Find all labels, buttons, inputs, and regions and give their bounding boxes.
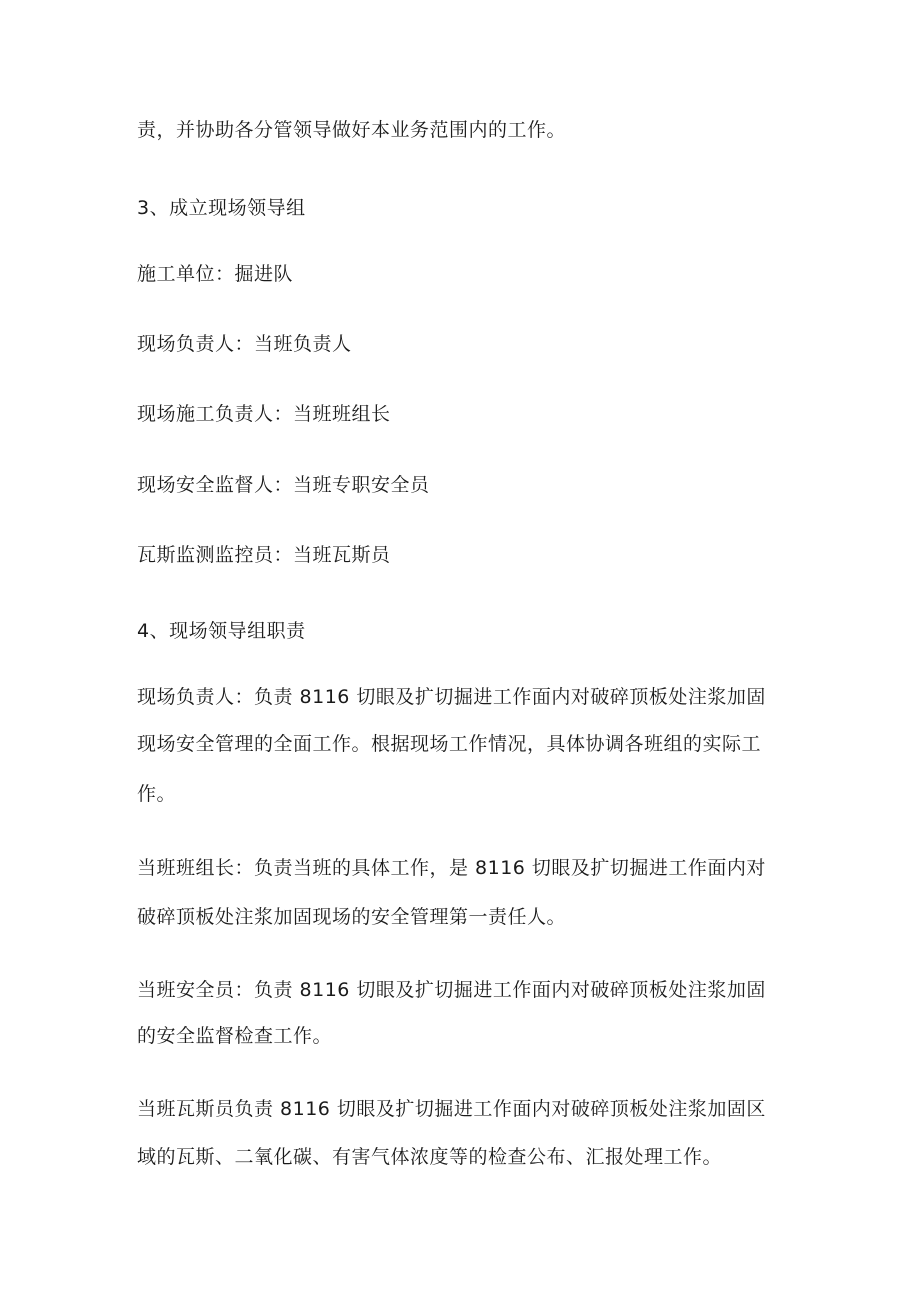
- paragraph-line: 现场负责人：负责 8116 切眼及扩切掘进工作面内对破碎顶板处注浆加固: [137, 686, 766, 708]
- paragraph-line: 作。: [137, 783, 177, 805]
- paragraph-line: 当班班组长：负责当班的具体工作，是 8116 切眼及扩切掘进工作面内对: [137, 857, 766, 879]
- paragraph-line: 当班瓦斯员负责 8116 切眼及扩切掘进工作面内对破碎顶板处注浆加固区: [137, 1098, 766, 1120]
- paragraph-line: 现场负责人：当班负责人: [137, 333, 352, 355]
- paragraph-line: 瓦斯监测监控员：当班瓦斯员: [137, 544, 391, 566]
- paragraph-line: 责，并协助各分管领导做好本业务范围内的工作。: [137, 119, 567, 141]
- paragraph-line: 施工单位：掘进队: [137, 263, 294, 285]
- paragraph-line: 当班安全员：负责 8116 切眼及扩切掘进工作面内对破碎顶板处注浆加固: [137, 979, 766, 1001]
- paragraph-line: 的安全监督检查工作。: [137, 1025, 333, 1047]
- section-heading: 3、成立现场领导组: [137, 197, 306, 219]
- paragraph-line: 破碎顶板处注浆加固现场的安全管理第一责任人。: [137, 906, 567, 928]
- paragraph-line: 域的瓦斯、二氧化碳、有害气体浓度等的检查公布、汇报处理工作。: [137, 1146, 723, 1168]
- paragraph-line: 现场安全监督人：当班专职安全员: [137, 474, 430, 496]
- paragraph-line: 现场安全管理的全面工作。根据现场工作情况，具体协调各班组的实际工: [137, 733, 762, 755]
- paragraph-line: 现场施工负责人：当班班组长: [137, 403, 391, 425]
- section-heading: 4、现场领导组职责: [137, 620, 306, 642]
